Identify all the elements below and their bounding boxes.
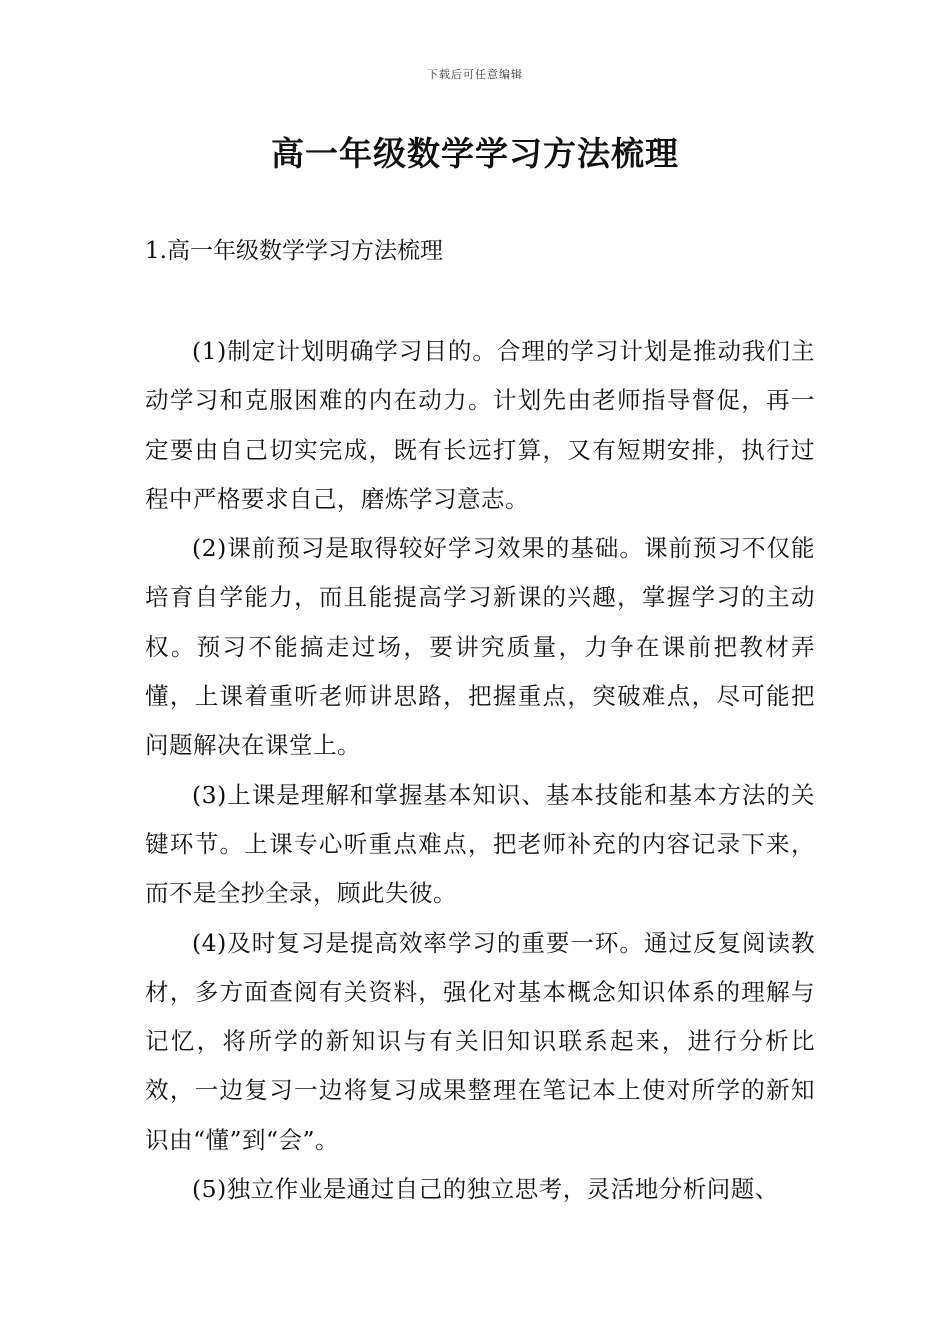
body-text (145, 327, 815, 1214)
document-title: 高一年级数学学习方法梳理 (271, 134, 679, 173)
paragraph-5: (5)独立作业是通过自己的独立思考，灵活地分析问题、 (192, 1175, 779, 1204)
paragraph-1: (1)制定计划明确学习目的。合理的学习计划是推动我们主动学习和克服困难的内在动力。计划先由老师指导督促，再一定要由自己切实完成，既有长远打算，又有短期安排，执行过程中严格要求自己，磨炼学习意志。 (145, 337, 815, 513)
section-heading: 1.高一年级数学学习方法梳理 (145, 238, 443, 264)
paragraph-2: (2)课前预习是取得较好学习效果的基础。课前预习不仅能培育自学能力，而且能提高学习新课的兴趣，掌握学习的主动权。预习不能搞走过场，要讲究质量，力争在课前把教材弄懂，上课着重听老师讲思路，把握重点，突破难点，尽可能把问题解决在课堂上。 (145, 534, 815, 760)
header-note: 下载后可任意编辑 (427, 68, 523, 81)
paragraph-3: (3)上课是理解和掌握基本知识、基本技能和基本方法的关键环节。上课专心听重点难点，把老师补充的内容记录下来，而不是全抄全录，顾此失彼。 (145, 780, 815, 908)
paragraph-4: (4)及时复习是提高效率学习的重要一环。通过反复阅读教材，多方面查阅有关资料，强化对基本概念知识体系的理解与记忆，将所学的新知识与有关旧知识联系起来，进行分析比效，一边复习一边将复习成果整理在笔记本上使对所学的新知识由“懂”到“会”。 (145, 928, 815, 1154)
